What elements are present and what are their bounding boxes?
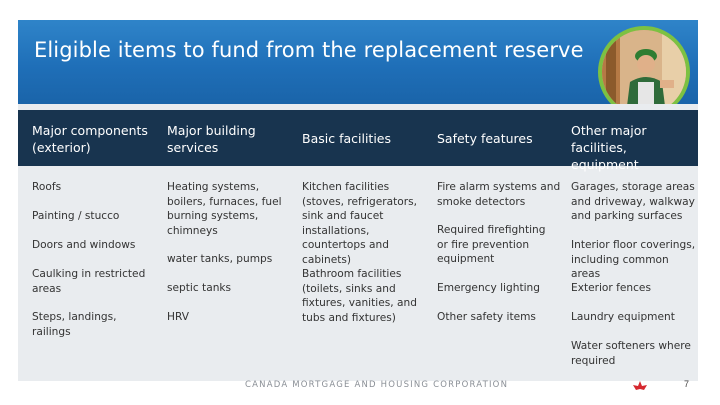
header-other-major-facilities: Other major facilities, equipment — [571, 123, 647, 172]
footer-organization: CANADA MORTGAGE AND HOUSING CORPORATION — [245, 380, 509, 390]
table-cell: Other safety items — [437, 311, 536, 323]
table-cell: Caulking in restricted areas — [32, 268, 146, 295]
table-cell: Garages, storage areas and driveway, walkway and parking surfaces — [571, 181, 695, 222]
table-cell: Laundry equipment — [571, 311, 675, 323]
table-cell: septic tanks — [167, 282, 232, 294]
slide-title: Eligible items to fund from the replacement reserve — [34, 38, 584, 62]
table-cell: Exterior fences — [571, 282, 651, 294]
table-cell: Painting / stucco — [32, 210, 120, 222]
page-number: 7 — [684, 379, 690, 389]
table-cell: Steps, landings, railings — [32, 311, 117, 338]
table-cell: Bathroom facilities (toilets, sinks and fixtures, vanities, and tubs and fixtures) — [302, 268, 417, 324]
header-major-components: Major components (exterior) — [32, 123, 148, 155]
title-bar — [18, 20, 698, 104]
table-cell: HRV — [167, 311, 189, 323]
table-cell: Interior floor coverings, including common areas — [571, 239, 696, 280]
table-cell: Required firefighting or fire prevention equipment — [437, 224, 546, 265]
table-cell: Roofs — [32, 181, 62, 193]
table-cell: Fire alarm systems and smoke detectors — [437, 181, 561, 208]
header-major-building-services: Major building services — [167, 123, 256, 155]
table-cell: water tanks, pumps — [167, 253, 273, 265]
eligible-items-table — [18, 104, 698, 381]
table-cell: Water softeners where required — [571, 340, 691, 367]
table-cell: Emergency lighting — [437, 282, 540, 294]
worker-illustration — [602, 30, 686, 114]
table-cell: Doors and windows — [32, 239, 136, 251]
header-basic-facilities: Basic facilities — [302, 131, 391, 146]
table-cell: Heating systems, boilers, furnaces, fuel burning systems, chimneys — [167, 181, 282, 237]
header-safety-features: Safety features — [437, 131, 533, 146]
maple-leaf-icon — [632, 381, 648, 395]
table-header-row — [18, 110, 698, 172]
table-cell: Kitchen facilities (stoves, refrigerators, sink and faucet installations, countertops and cabinets) — [302, 181, 417, 266]
